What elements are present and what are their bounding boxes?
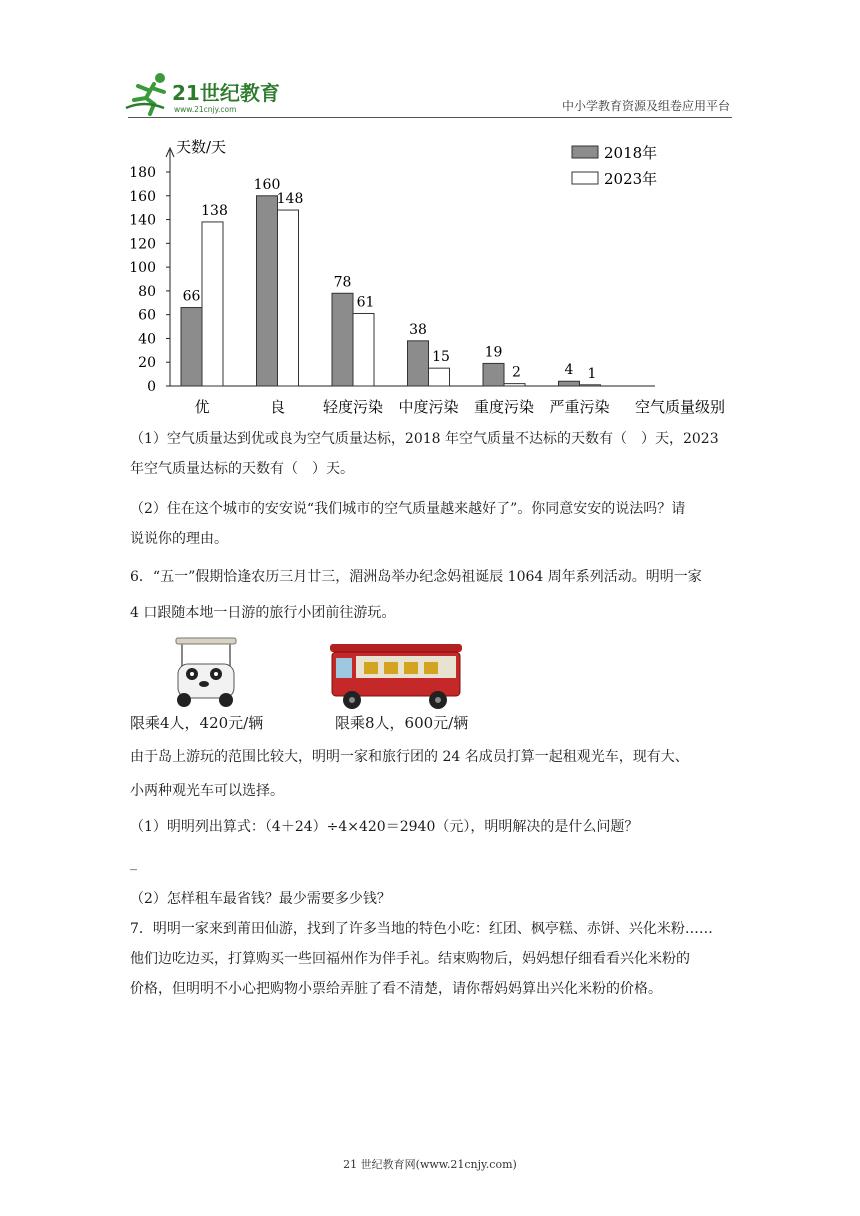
runner-icon bbox=[126, 73, 165, 114]
data-label: 138 bbox=[201, 202, 228, 219]
legend-swatch-2023 bbox=[572, 172, 598, 184]
data-label: 2 bbox=[512, 364, 521, 381]
data-label: 160 bbox=[253, 176, 281, 193]
y-tick-label: 100 bbox=[129, 260, 156, 277]
question-6-body bbox=[130, 742, 730, 914]
x-category-label: 中度污染 bbox=[398, 398, 459, 416]
q6-sub2: （2）怎样租车最省钱？最少需要多少钱？ bbox=[130, 891, 391, 907]
question-7 bbox=[130, 914, 730, 1004]
data-label: 15 bbox=[432, 349, 450, 366]
data-label: 38 bbox=[409, 321, 427, 338]
bar-2018 bbox=[181, 308, 202, 386]
y-tick-label: 0 bbox=[147, 379, 156, 395]
y-tick-label: 80 bbox=[138, 283, 156, 300]
x-category-label: 良 bbox=[269, 398, 286, 416]
q5-part2-line2: 说说你的理由。 bbox=[130, 531, 228, 547]
small-car-caption: 限乘4人，420元/辆 bbox=[130, 714, 264, 732]
data-label: 78 bbox=[333, 274, 352, 291]
header-divider bbox=[128, 117, 732, 118]
data-label: 148 bbox=[276, 191, 304, 208]
q5-part1-line1: （1）空气质量达到优或良为空气质量达标，2018 年空气质量不达标的天数有（ ）天，2023 bbox=[130, 431, 719, 447]
big-red-car-image bbox=[326, 640, 466, 712]
bar-2023 bbox=[429, 368, 450, 386]
q5-part2-line1: （2）住在这个城市的安安说“我们城市的空气质量越来越好了”。你同意安安的说法吗？请 bbox=[130, 501, 686, 517]
bar-2018 bbox=[332, 293, 353, 386]
bar-2023 bbox=[580, 385, 601, 386]
q7-line3: 价格，但明明不小心把购物小票给弄脏了看不清楚，请你帮妈妈算出兴化米粉的价格。 bbox=[130, 981, 662, 997]
bar-2023 bbox=[278, 210, 299, 386]
data-label: 4 bbox=[564, 362, 574, 379]
y-tick-label: 160 bbox=[129, 188, 156, 205]
legend-label: 2023年 bbox=[604, 170, 658, 188]
y-tick-label: 120 bbox=[129, 236, 156, 253]
data-label: 19 bbox=[484, 344, 503, 361]
bar-2018 bbox=[483, 363, 504, 386]
question-6-intro bbox=[130, 562, 730, 628]
x-category-label: 优 bbox=[194, 398, 210, 416]
y-tick-label: 180 bbox=[129, 165, 156, 181]
data-label: 1 bbox=[587, 365, 597, 382]
q7-line2: 他们边吃边买，打算购买一些回福州作为伴手礼。结束购物后，妈妈想仔细看看兴化米粉的 bbox=[130, 951, 690, 967]
legend-label: 2018年 bbox=[604, 144, 658, 162]
bar-2023 bbox=[504, 384, 525, 386]
bar-2018 bbox=[257, 196, 278, 386]
bar-2023 bbox=[353, 313, 374, 386]
logo-url: www.21cnjy.com bbox=[174, 105, 237, 114]
y-axis-title: 天数/天 bbox=[176, 138, 227, 156]
bar-2023 bbox=[202, 222, 223, 386]
answer-blank: _ bbox=[130, 855, 137, 871]
y-tick-label: 60 bbox=[138, 307, 156, 324]
q6-body-line2: 小两种观光车可以选择。 bbox=[130, 783, 284, 799]
air-quality-bar-chart bbox=[120, 130, 740, 420]
x-category-label: 重度污染 bbox=[473, 398, 535, 416]
page-footer: 21 世纪教育网(www.21cnjy.com) bbox=[343, 1158, 517, 1171]
q5-part1-line2: 年空气质量达标的天数有（ ）天。 bbox=[130, 461, 354, 477]
x-category-label: 轻度污染 bbox=[322, 398, 384, 416]
logo-text: 21世纪教育 bbox=[172, 81, 280, 105]
q6-body-line1: 由于岛上游玩的范围比较大，明明一家和旅行团的 24 名成员打算一起租观光车，现有大、 bbox=[130, 749, 689, 765]
bar-2018 bbox=[559, 381, 580, 386]
question-5 bbox=[130, 424, 730, 554]
q6-sub1: （1）明明列出算式：（4＋24）÷4×420＝2940（元），明明解决的是什么问题？ bbox=[130, 819, 639, 835]
y-tick-label: 140 bbox=[129, 212, 156, 229]
x-axis-title: 空气质量级别 bbox=[634, 398, 726, 416]
y-tick-label: 20 bbox=[138, 355, 156, 372]
q7-line1: 7．明明一家来到莆田仙游，找到了许多当地的特色小吃：红团、枫亭糕、赤饼、兴化米粉…… bbox=[130, 921, 713, 937]
small-panda-car-image bbox=[168, 634, 244, 710]
legend-swatch-2018 bbox=[572, 146, 598, 158]
big-car-caption: 限乘8人，600元/辆 bbox=[335, 714, 469, 732]
q6-intro-line1: 6．“五一”假期恰逢农历三月廿三，湄洲岛举办纪念妈祖诞辰 1064 周年系列活动。明明一家 bbox=[130, 569, 702, 585]
platform-title: 中小学教育资源及组卷应用平台 bbox=[561, 99, 730, 113]
data-label: 61 bbox=[356, 294, 375, 311]
q6-intro-line2: 4 口跟随本地一日游的旅行小团前往游玩。 bbox=[130, 605, 396, 621]
y-tick-label: 40 bbox=[138, 331, 156, 348]
data-label: 66 bbox=[182, 288, 201, 305]
bar-2018 bbox=[408, 341, 429, 386]
site-logo bbox=[124, 70, 294, 116]
x-category-label: 严重污染 bbox=[549, 398, 610, 416]
